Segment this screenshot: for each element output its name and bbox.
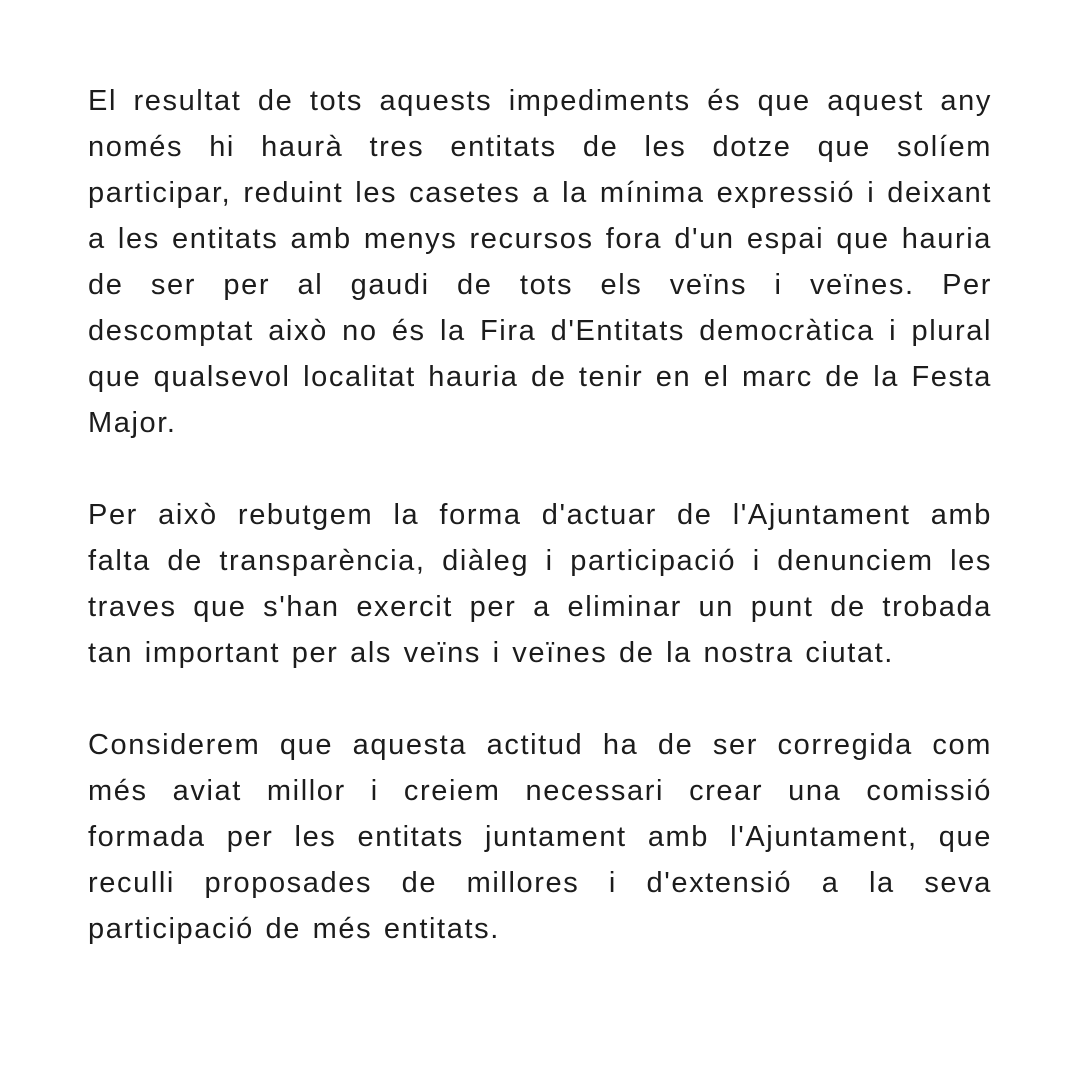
statement-text	[88, 78, 992, 952]
paragraph-rejection: Per això rebutgem la forma d'actuar de l'Ajuntament amb falta de transparència, diàleg i participació i denunciem les traves que s'han exercit per a eliminar un punt de trobada tan important per als veïns i veïnes de la nostra ciutat.	[88, 499, 992, 669]
paragraph-proposal: Considerem que aquesta actitud ha de ser corregida com més aviat millor i creiem necessari crear una comissió formada per les entitats juntament amb l'Ajuntament, que reculli proposades de millores i d'extensió a la seva participació de més entitats.	[88, 729, 992, 945]
paragraph-impediments: El resultat de tots aquests impediments és que aquest any només hi haurà tres entitats de les dotze que solíem participar, reduint les casetes a la mínima expressió i deixant a les entitats amb menys recursos fora d'un espai que hauria de ser per al gaudi de tots els veïns i veïnes. Per descomptat això no és la Fira d'Entitats democràtica i plural que qualsevol localitat hauria de tenir en el marc de la Festa Major.	[88, 85, 992, 439]
